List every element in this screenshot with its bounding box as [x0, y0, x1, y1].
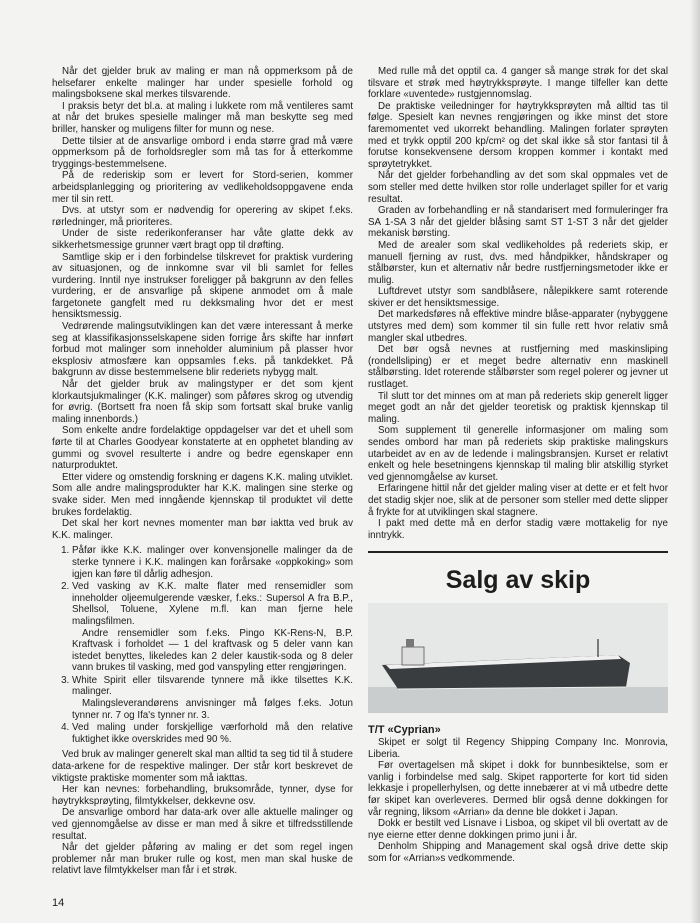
paragraph: Det markedsføres nå effektive mindre blåse-apparater (nybyggene utstyres med dem) som kommer til sin fulle rett hvor relativ små mangler skal utbedres.	[368, 309, 668, 344]
paragraph: Som supplement til generelle informasjoner om maling som sendes ombord har man på rederiets skip praktiske malingskurs utarbeidet av en av de ledende i malingsbransjen. Kurset er relativt enkelt og hele besetningens kjennskap til maling blir atskillig styrket ved gjennomgåelse av kurset.	[368, 425, 668, 483]
right-paragraphs	[368, 66, 668, 541]
page-number: 14	[52, 897, 65, 909]
paragraph: Samtlige skip er i den forbindelse tilskrevet for praktisk vurdering av situasjonen, og de innkomne svar vil bli samlet for felles vurdering. Inntil nye instrukser foreligger på bakgrunn av den felles vurdering, er de ansvarlige på skipene anmodet om å male fargetonete gangfelt med ru dekksmaling hvor det er mest hensiktsmessig.	[52, 251, 353, 321]
paragraph: På de rederiskip som er levert for Stord-serien, kommer arbeidsplanlegging og prioritering av vedlikeholdsoppgavene enda mer til sin rett.	[52, 170, 353, 205]
paragraph: Graden av forbehandling er nå standarisert med formuleringer fra SA 1-SA 3 når det gjelder blåsing samt ST 1-ST 3 når det gjelder mekanisk børsting.	[368, 205, 668, 240]
paragraph: I praksis betyr det bl.a. at maling i lukkete rom må ventileres samt at når det brukes spesielle malinger må man beskytte seg med briller, hansker og muligens filter for munn og nese.	[52, 100, 353, 135]
ship-paragraphs	[368, 737, 668, 865]
paragraph: Når det gjelder påføring av maling er det som regel ingen problemer når man bruker rulle og kost, men man skal huske de relativt lave filmtykkelser man får i et strøk.	[52, 842, 353, 877]
paragraph: Til slutt tor det minnes om at man på rederiets skip generelt ligger meget godt an når det gjelder teoretisk og praktisk kjennskap til maling.	[368, 390, 668, 425]
ship-title: T/T «Cyprian»	[368, 724, 441, 737]
paragraph: Det skal her kort nevnes momenter man bør iaktta ved bruk av K.K. malinger.	[52, 518, 353, 541]
scan-edge-shadow	[690, 0, 700, 923]
list-item-text: Andre rensemidler som f.eks. Pingo KK-Rens-N, B.P. Kraftvask i forholdet — 1 del kraftvask og 5 deler vann kan istedet benyttes, likeledes kan 2 deler kaustik-soda og 8 deler vann brukes til vasking, med god vanspyling etter rengjøringen.	[72, 627, 353, 674]
paragraph: Før overtagelsen må skipet i dokk for bunnbesiktelse, som er vanlig i forbindelse med salg. Skipet rapporterte for kort tid siden lekkasje i propellerhylsen, og dette innebærer at vi må utbedre dette før skipet kan overleveres. Dermed blir også denne dokkingen for vår regning, liksom «Arrian» da denne ble dokket i Japan.	[368, 760, 668, 818]
list-item-text: 1. Påfør ikke K.K. malinger over konvensjonelle malinger da de sterke tynnere i K.K. malingen kan forårsake «oppkoking» som igjen kan føre til dårlig adhesjon.	[72, 545, 353, 580]
left-column	[52, 66, 353, 877]
paragraph: Luftdrevet utstyr som sandblåsere, nålepikkere samt roterende skiver er det hensiktsmessige.	[368, 286, 668, 309]
ship-bridge	[402, 647, 424, 665]
ship-funnel	[406, 639, 414, 647]
paragraph: De praktiske veiledninger for høytrykksprøyten må alltid tas til følge. Spesielt kan nevnes rengjøringen og ikke minst det store faremomentet ved ukorrekt behandling. Malingen forlater sprøyten med et trykk opptil 200 kp/cm² og det skal ikke så stor fantasi til å forutse konsekvensene dersom kroppen kommer i kontakt med sprøytetrykket.	[368, 100, 668, 170]
paragraph: Når det gjelder bruk av maling er man nå oppmerksom på de helsefarer enkelte malinger har under spesielle forhold og malingsboksene skal merkes tilsvarende.	[52, 66, 353, 101]
paragraph: Dvs. at utstyr som er nødvendig for operering av skipet f.eks. rørledninger, må prioriteres.	[52, 205, 353, 228]
list-item-text: 2. Ved vasking av K.K. malte flater med rensemidler som inneholder oljeemulgerende væsker, f.eks.: Supersol A fra B.P., Shellsol, Toluene, Xylene m.fl. kan man fjerne hele malingsfilmen.	[72, 581, 353, 627]
paragraph: Med rulle må det opptil ca. 4 ganger så mange strøk for det skal tilsvare et strøk med høytrykksprøyte. I mange tilfeller kan dette forklare «uventede» rustgjennomslag.	[368, 66, 668, 101]
recommendation-list	[52, 545, 353, 745]
paragraph: Dokk er bestilt ved Lisnave i Lisboa, og skipet vil bli overtatt av de nye eierne etter denne dokkingen primo juni i år.	[368, 818, 668, 841]
left-paragraphs-after	[52, 749, 353, 877]
paragraph: Skipet er solgt til Regency Shipping Company Inc. Monrovia, Liberia.	[368, 736, 668, 760]
paragraph: De ansvarlige ombord har data-ark over alle aktuelle malinger og ved gjennomgåelse av disse er man med å sikre et tilfredsstillende resultat.	[52, 807, 353, 842]
right-column	[368, 66, 668, 864]
photo-sea	[368, 687, 668, 713]
paragraph: Når det gjelder bruk av malingstyper er det som kjent klorkautsjukmalinger (K.K. malinger) som påføres skrog og utvendig for øvrig. (Bortsett fra noen få skip som fortsatt skal bruke vanlig maling innenbords.)	[52, 379, 353, 425]
paragraph: Det bør også nevnes at rustfjerning med maskinsliping (rondellsliping) er et meget bedre alternativ enn maskinell stålbørsting. Idet roterende stålbørster som regel polerer og jevner ut rustlaget.	[368, 344, 668, 391]
paragraph: Når det gjelder forbehandling av det som skal oppmales vet de som steller med dette hvilken stor rolle underlaget spiller for et varig resultat.	[368, 170, 668, 205]
paragraph: Her kan nevnes: forbehandling, bruksområde, tynner, dyse for høytrykksprøyting, filmtykkelser, dekkevne osv.	[52, 784, 353, 807]
paragraph: Vedrørende malingsutviklingen kan det være interessant å merke seg at klassifikasjonsselskapene siden forrige års skifte har innført forbud mot malinger som inneholder aluminium på plasser hvor eksplosiv atmosfære kan oppsamles f.eks. på tankdekket. På bakgrunn av disse bestemmelsene blir rederiets nybygg malt.	[52, 321, 353, 379]
section-heading-box	[368, 551, 668, 595]
paragraph: Under de siste rederikonferanser har våte glatte dekk av sikkerhetsmessige grunner vært bragt opp til drøfting.	[52, 228, 353, 251]
section-heading: Salg av skip	[445, 566, 591, 595]
paragraph: Denholm Shipping and Management skal også drive dette skip som for «Arrian»s vedkommende.	[368, 841, 668, 864]
paragraph: Dette tilsier at de ansvarlige ombord i enda større grad må være oppmerksom på de forholdsregler som må tas for å etterkomme tryggings-bestemmelsene.	[52, 135, 353, 170]
list-item	[72, 545, 353, 580]
paragraph: Ved bruk av malinger generelt skal man alltid ta seg tid til å studere data-arkene for de respektive malinger. Der står kort beskrevet de viktigste praktiske momenter som må iakttas.	[52, 749, 353, 784]
list-item	[72, 722, 353, 745]
paragraph: Erfaringene hittil når det gjelder maling viser at dette er et felt hvor det stadig skjer noe, slik at de personer som steller med dette slipper å frykte for at utviklingen skal stagnere.	[368, 483, 668, 518]
list-item-text: 3. White Spirit eller tilsvarende tynnere må ikke tilsettes K.K. malinger.	[72, 674, 353, 698]
paragraph: Som enkelte andre fordelaktige oppdagelser var det et uhell som førte til at Charles Goodyear konstaterte at en opphetet blanding av gummi og svovel resulterte i andre og bedre egenskaper enn naturproduktet.	[52, 425, 353, 472]
paragraph: Med de arealer som skal vedlikeholdes på rederiets skip, er manuell fjerning av rust, dvs. med håndpikker, håndskraper og stålbørster, kun et alternativ når bedre rustfjerningsmetoder ikke er mulig.	[368, 239, 668, 286]
list-item-text: 4. Ved maling under forskjellige værforhold må den relative fuktighet ikke overskrides med 90 %.	[72, 722, 353, 745]
list-item-text: Malingsleverandørens anvisninger må følges f.eks. Jotun tynner nr. 7 og Ifa's tynner nr. 3.	[72, 698, 353, 721]
left-paragraphs-before	[52, 66, 353, 541]
ship-photo	[368, 603, 668, 713]
list-item	[72, 675, 353, 721]
list-item	[72, 581, 353, 674]
paragraph: I pakt med dette må en derfor stadig være mottakelig for nye inntrykk.	[368, 518, 668, 541]
paragraph: Etter videre og omstendig forskning er dagens K.K. maling utviklet. Som alle andre malingsprodukter har K.K. malingen sine sterke og svake sider. Men med inngående kjennskap til produktet vil dette brukes fordelaktig.	[52, 471, 353, 518]
